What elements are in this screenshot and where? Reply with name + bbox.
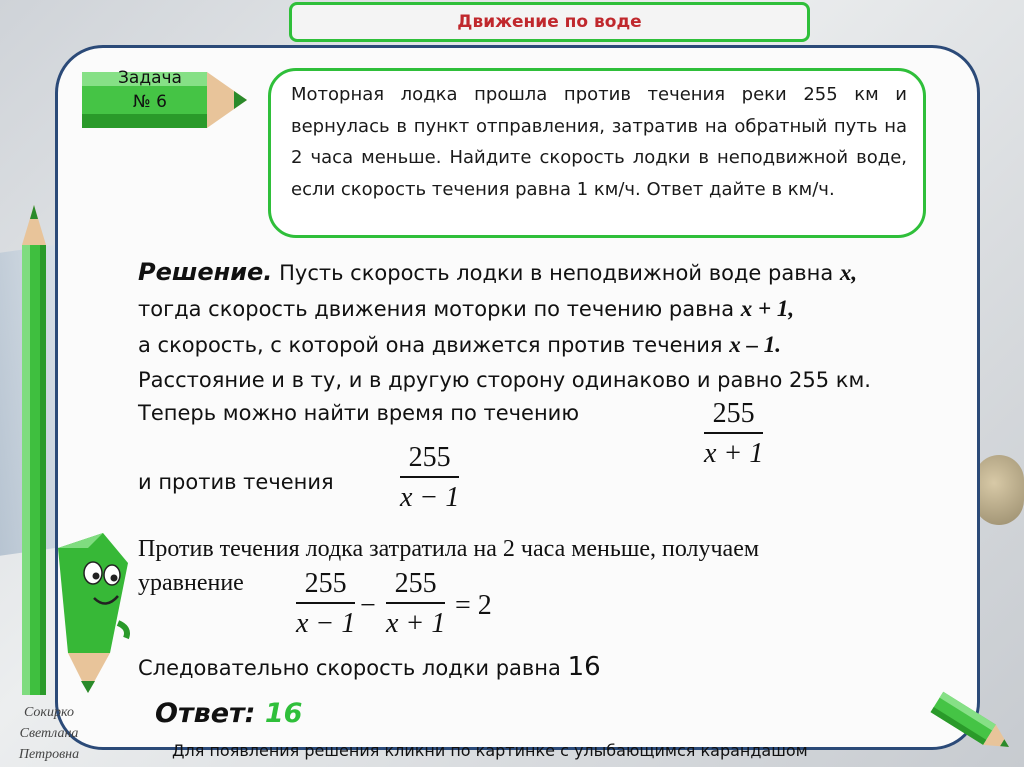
answer-label: Ответ: bbox=[155, 698, 265, 729]
variable-x: x, bbox=[839, 260, 858, 285]
solution-line-2: тогда скорость движения моторки по течению равна x + 1, bbox=[138, 296, 795, 321]
task-label-line2: № 6 bbox=[133, 92, 167, 112]
solution-line-5: Теперь можно найти время по течению bbox=[138, 401, 580, 425]
fraction-downstream: 255 x + 1 bbox=[704, 398, 764, 469]
task-label-line1: Задача bbox=[118, 68, 182, 88]
expr-x-plus-1: x + 1, bbox=[740, 296, 795, 321]
pencil-icon bbox=[925, 690, 1020, 760]
solution-line-6: и против течения bbox=[138, 470, 334, 494]
fraction-upstream: 255 x − 1 bbox=[400, 442, 460, 513]
equation-minus: − bbox=[360, 590, 376, 621]
answer bbox=[155, 698, 302, 729]
solution-heading: Решение. bbox=[138, 258, 273, 286]
solution-line-8: уравнение bbox=[138, 570, 244, 596]
hint-text: Для появления решения кликни по картинке с улыбающимся карандашом bbox=[172, 741, 808, 760]
equation-left-fraction: 255 x − 1 bbox=[296, 568, 356, 639]
pencil-icon bbox=[16, 205, 52, 695]
solution-line-1: Решение. Пусть скорость лодки в неподвижной воде равна x, bbox=[138, 258, 858, 286]
solution-line-4: Расстояние и в ту, и в другую сторону одинаково и равно 255 км. bbox=[138, 368, 871, 392]
solution-line-3: а скорость, с которой она движется против течения x – 1. bbox=[138, 332, 781, 357]
task-box bbox=[268, 68, 926, 238]
background-pin bbox=[974, 455, 1024, 525]
slide-title-box bbox=[289, 2, 810, 42]
author: Сокирко Светлана Петровна bbox=[18, 705, 80, 762]
task-pencil-tag bbox=[82, 64, 252, 140]
task-text: Моторная лодка прошла против течения реки 255 км и вернулась в пункт отправления, затратив на обратный путь на 2 часа меньше. Найдите скорость лодки в неподвижной воде, если скорость течения равна 1 км/ч. Ответ дайте в км/ч. bbox=[291, 84, 907, 200]
expr-x-minus-1: x – 1. bbox=[729, 332, 781, 357]
answer-value: 16 bbox=[264, 698, 303, 729]
slide-title: Движение по воде bbox=[457, 12, 642, 32]
solution-line-9: Следовательно скорость лодки равна 16 bbox=[138, 652, 601, 682]
equation-rhs: = 2 bbox=[455, 590, 492, 621]
equation-right-fraction: 255 x + 1 bbox=[386, 568, 446, 639]
solution-result: 16 bbox=[567, 652, 601, 682]
solution-line-7: Против течения лодка затратила на 2 часа меньше, получаем bbox=[138, 536, 760, 562]
smiling-pencil-icon[interactable] bbox=[48, 528, 138, 698]
